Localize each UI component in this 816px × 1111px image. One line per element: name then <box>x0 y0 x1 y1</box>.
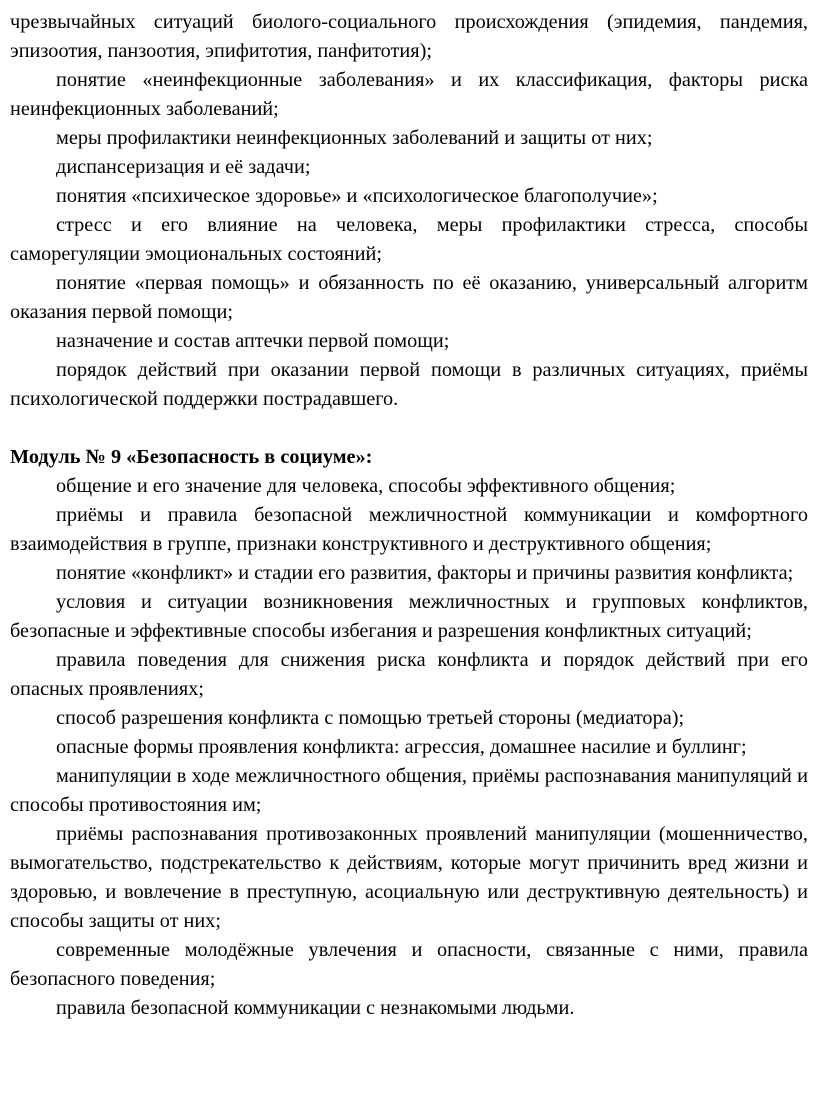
section-module-9 <box>10 443 808 1023</box>
paragraph: чрезвычайных ситуаций биолого-социального происхождения (эпидемия, пандемия, эпизоотия, панзоотия, эпифитотия, панфитотия); <box>10 11 808 62</box>
paragraph: приёмы и правила безопасной межличностной коммуникации и комфортного взаимодействия в группе, признаки конструктивного и деструктивного общения; <box>10 504 808 555</box>
paragraph: понятия «психическое здоровье» и «психологическое благополучие»; <box>56 185 658 207</box>
paragraph: манипуляции в ходе межличностного общения, приёмы распознавания манипуляций и способы противостояния им; <box>10 765 808 816</box>
paragraph: условия и ситуации возникновения межличностных и групповых конфликтов, безопасные и эффективные способы избегания и разрешения конфликтных ситуаций; <box>10 591 808 642</box>
paragraph: опасные формы проявления конфликта: агрессия, домашнее насилие и буллинг; <box>56 736 747 758</box>
section-biosocial-and-health <box>10 8 808 414</box>
paragraph: правила поведения для снижения риска конфликта и порядок действий при его опасных проявлениях; <box>10 649 808 700</box>
paragraph: понятие «конфликт» и стадии его развития, факторы и причины развития конфликта; <box>56 562 794 584</box>
paragraph: диспансеризация и её задачи; <box>56 156 311 178</box>
module-heading: Модуль № 9 «Безопасность в социуме»: <box>10 446 373 468</box>
paragraph: понятие «неинфекционные заболевания» и их классификация, факторы риска неинфекционных заболеваний; <box>10 69 808 120</box>
paragraph: правила безопасной коммуникации с незнакомыми людьми. <box>56 997 575 1019</box>
paragraph: стресс и его влияние на человека, меры профилактики стресса, способы саморегуляции эмоциональных состояний; <box>10 214 808 265</box>
paragraph: порядок действий при оказании первой помощи в различных ситуациях, приёмы психологической поддержки пострадавшего. <box>10 359 808 410</box>
document-page <box>10 8 808 1023</box>
paragraph: общение и его значение для человека, способы эффективного общения; <box>56 475 676 497</box>
paragraph: приёмы распознавания противозаконных проявлений манипуляции (мошенничество, вымогательство, подстрекательство к действиям, которые могут причинить вред жизни и здоровью, и вовлечение в преступную, асоциальную или деструктивную деятельность) и способы защиты от них; <box>10 823 808 932</box>
paragraph: способ разрешения конфликта с помощью третьей стороны (медиатора); <box>56 707 685 729</box>
paragraph: назначение и состав аптечки первой помощи; <box>56 330 450 352</box>
section-spacer <box>10 414 808 443</box>
paragraph: современные молодёжные увлечения и опасности, связанные с ними, правила безопасного поведения; <box>10 939 808 990</box>
paragraph: меры профилактики неинфекционных заболеваний и защиты от них; <box>56 127 653 149</box>
paragraph: понятие «первая помощь» и обязанность по её оказанию, универсальный алгоритм оказания первой помощи; <box>10 272 808 323</box>
